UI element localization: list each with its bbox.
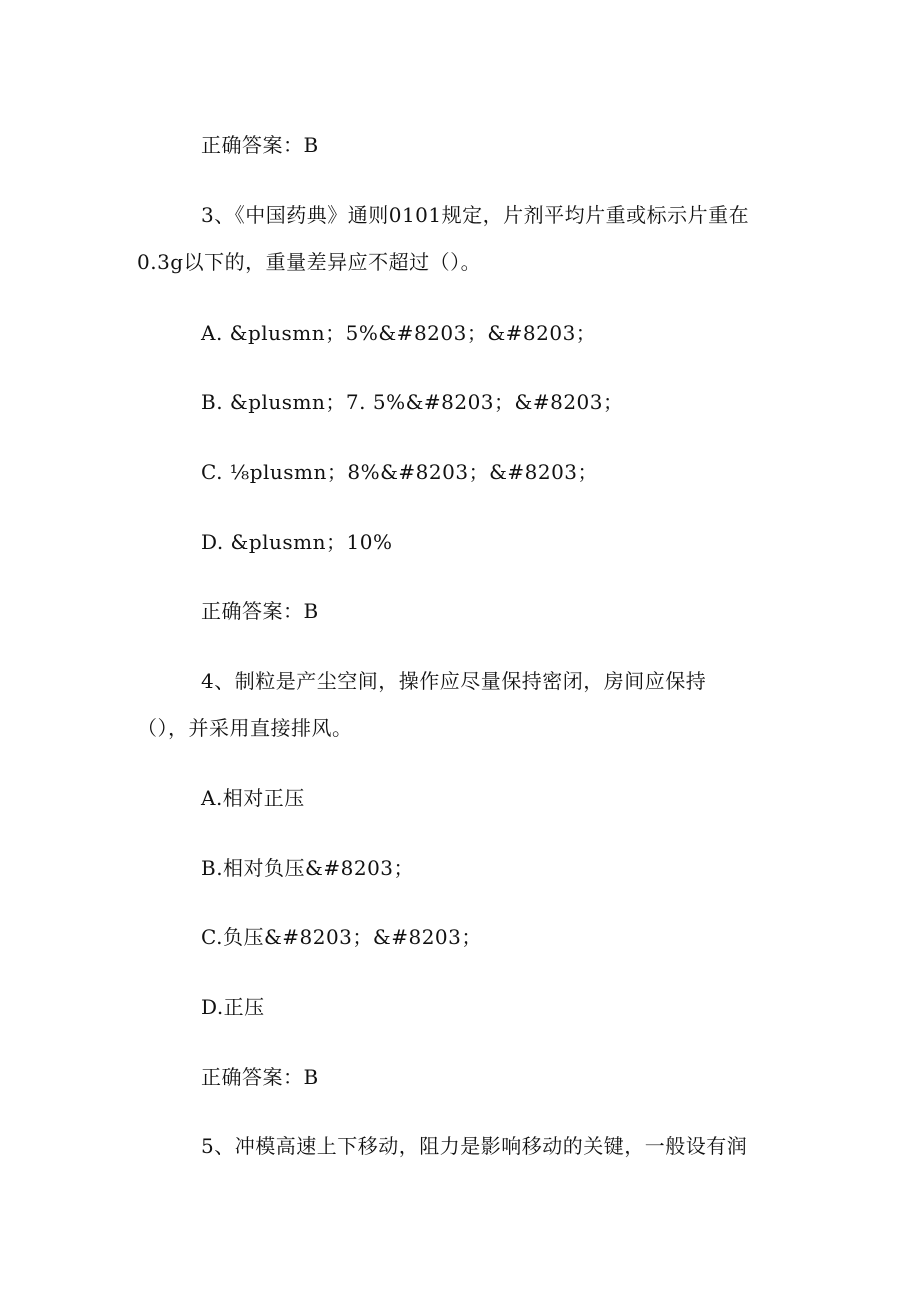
option-line: A.相对正压 <box>201 786 305 810</box>
option-line: A. &plusmn；5%&#8203；&#8203； <box>201 321 597 345</box>
answer-line: 正确答案：B <box>201 599 319 623</box>
option-line: C. ⅛plusmn；8%&#8203；&#8203； <box>201 460 599 484</box>
question-3-line-2: 0.3g以下的，重量差异应不超过（）。 <box>137 250 482 274</box>
question-4-line-2: （），并采用直接排风。 <box>137 716 353 740</box>
option-line: D. &plusmn；10% <box>201 530 393 554</box>
question-5-line-1: 5、冲模高速上下移动，阻力是影响移动的关键，一般设有润 <box>201 1134 748 1158</box>
answer-line: 正确答案：B <box>201 133 319 157</box>
option-line: C.负压&#8203；&#8203； <box>201 925 482 949</box>
answer-line: 正确答案：B <box>201 1065 319 1089</box>
option-line: D.正压 <box>201 995 265 1019</box>
option-line: B.相对负压&#8203； <box>201 856 415 880</box>
question-3-line-1: 3、《中国药典》通则0101规定，片剂平均片重或标示片重在 <box>201 203 750 227</box>
question-4-line-1: 4、制粒是产尘空间，操作应尽量保持密闭，房间应保持 <box>201 669 707 693</box>
option-line: B. &plusmn；7. 5%&#8203；&#8203； <box>201 390 624 414</box>
